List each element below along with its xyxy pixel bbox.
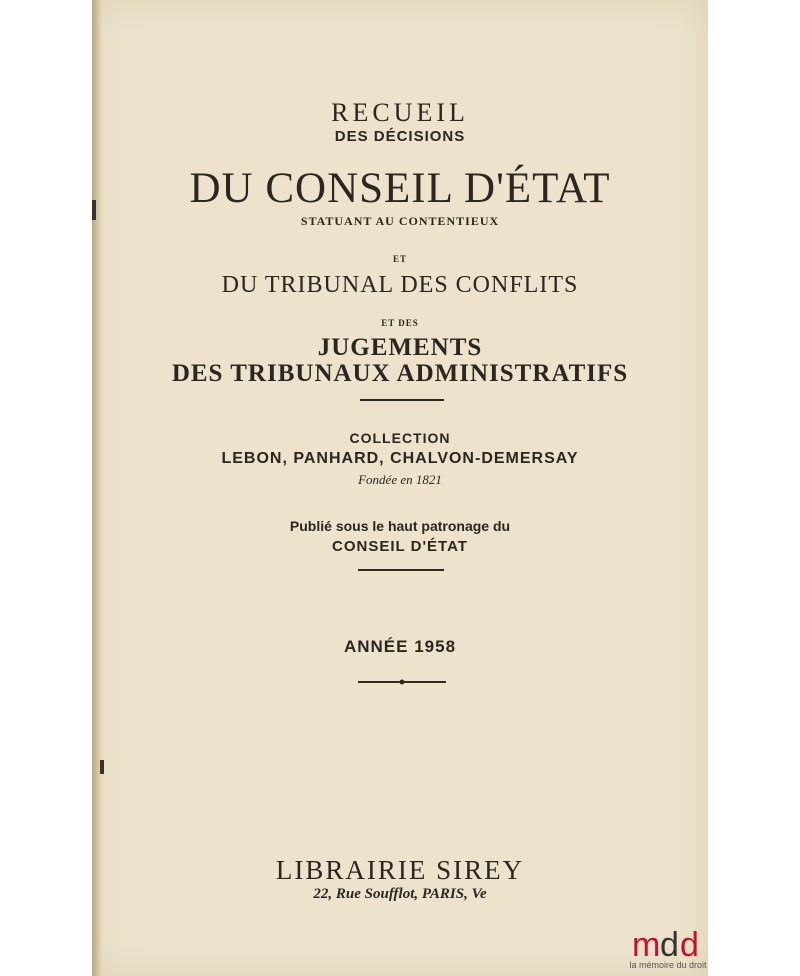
- svg-text:d: d: [680, 926, 699, 962]
- collection-names: LEBON, PANHARD, CHALVON-DEMERSAY: [221, 450, 579, 467]
- title-recueil: RECUEIL: [331, 98, 469, 127]
- subtitle-statuant: STATUANT AU CONTENTIEUX: [300, 214, 500, 228]
- title-jugements: JUGEMENTS: [317, 334, 483, 361]
- title-tribunaux-administratifs: DES TRIBUNAUX ADMINISTRATIFS: [171, 360, 629, 387]
- publisher-address: 22, Rue Soufflot, PARIS, Ve: [313, 886, 487, 902]
- patronage-conseil-etat: CONSEIL D'ÉTAT: [332, 538, 468, 555]
- publisher-name: LIBRAIRIE SIREY: [275, 855, 525, 885]
- divider-rule: [358, 569, 444, 571]
- svg-text:m: m: [632, 926, 661, 962]
- divider-rule: [360, 399, 444, 401]
- year-label: ANNÉE 1958: [343, 637, 457, 656]
- title-tribunal-conflits: DU TRIBUNAL DES CONFLITS: [221, 272, 579, 298]
- svg-text:d: d: [660, 926, 679, 962]
- conjunction-et-des: ET DES: [381, 318, 419, 328]
- title-conseil-etat: DU CONSEIL D'ÉTAT: [189, 165, 611, 212]
- title-des-decisions: DES DÉCISIONS: [334, 128, 466, 145]
- ornament-divider: [358, 676, 446, 688]
- mdd-logo: [630, 924, 706, 974]
- mdd-tagline: la mémoire du droit: [629, 960, 707, 970]
- patronage-line: Publié sous le haut patronage du: [289, 518, 511, 534]
- conjunction-et: ET: [392, 254, 407, 264]
- collection-label: COLLECTION: [349, 430, 451, 446]
- mdd-logo-mark: [630, 924, 706, 962]
- title-block: [92, 0, 708, 976]
- founded-line: Fondée en 1821: [358, 472, 442, 487]
